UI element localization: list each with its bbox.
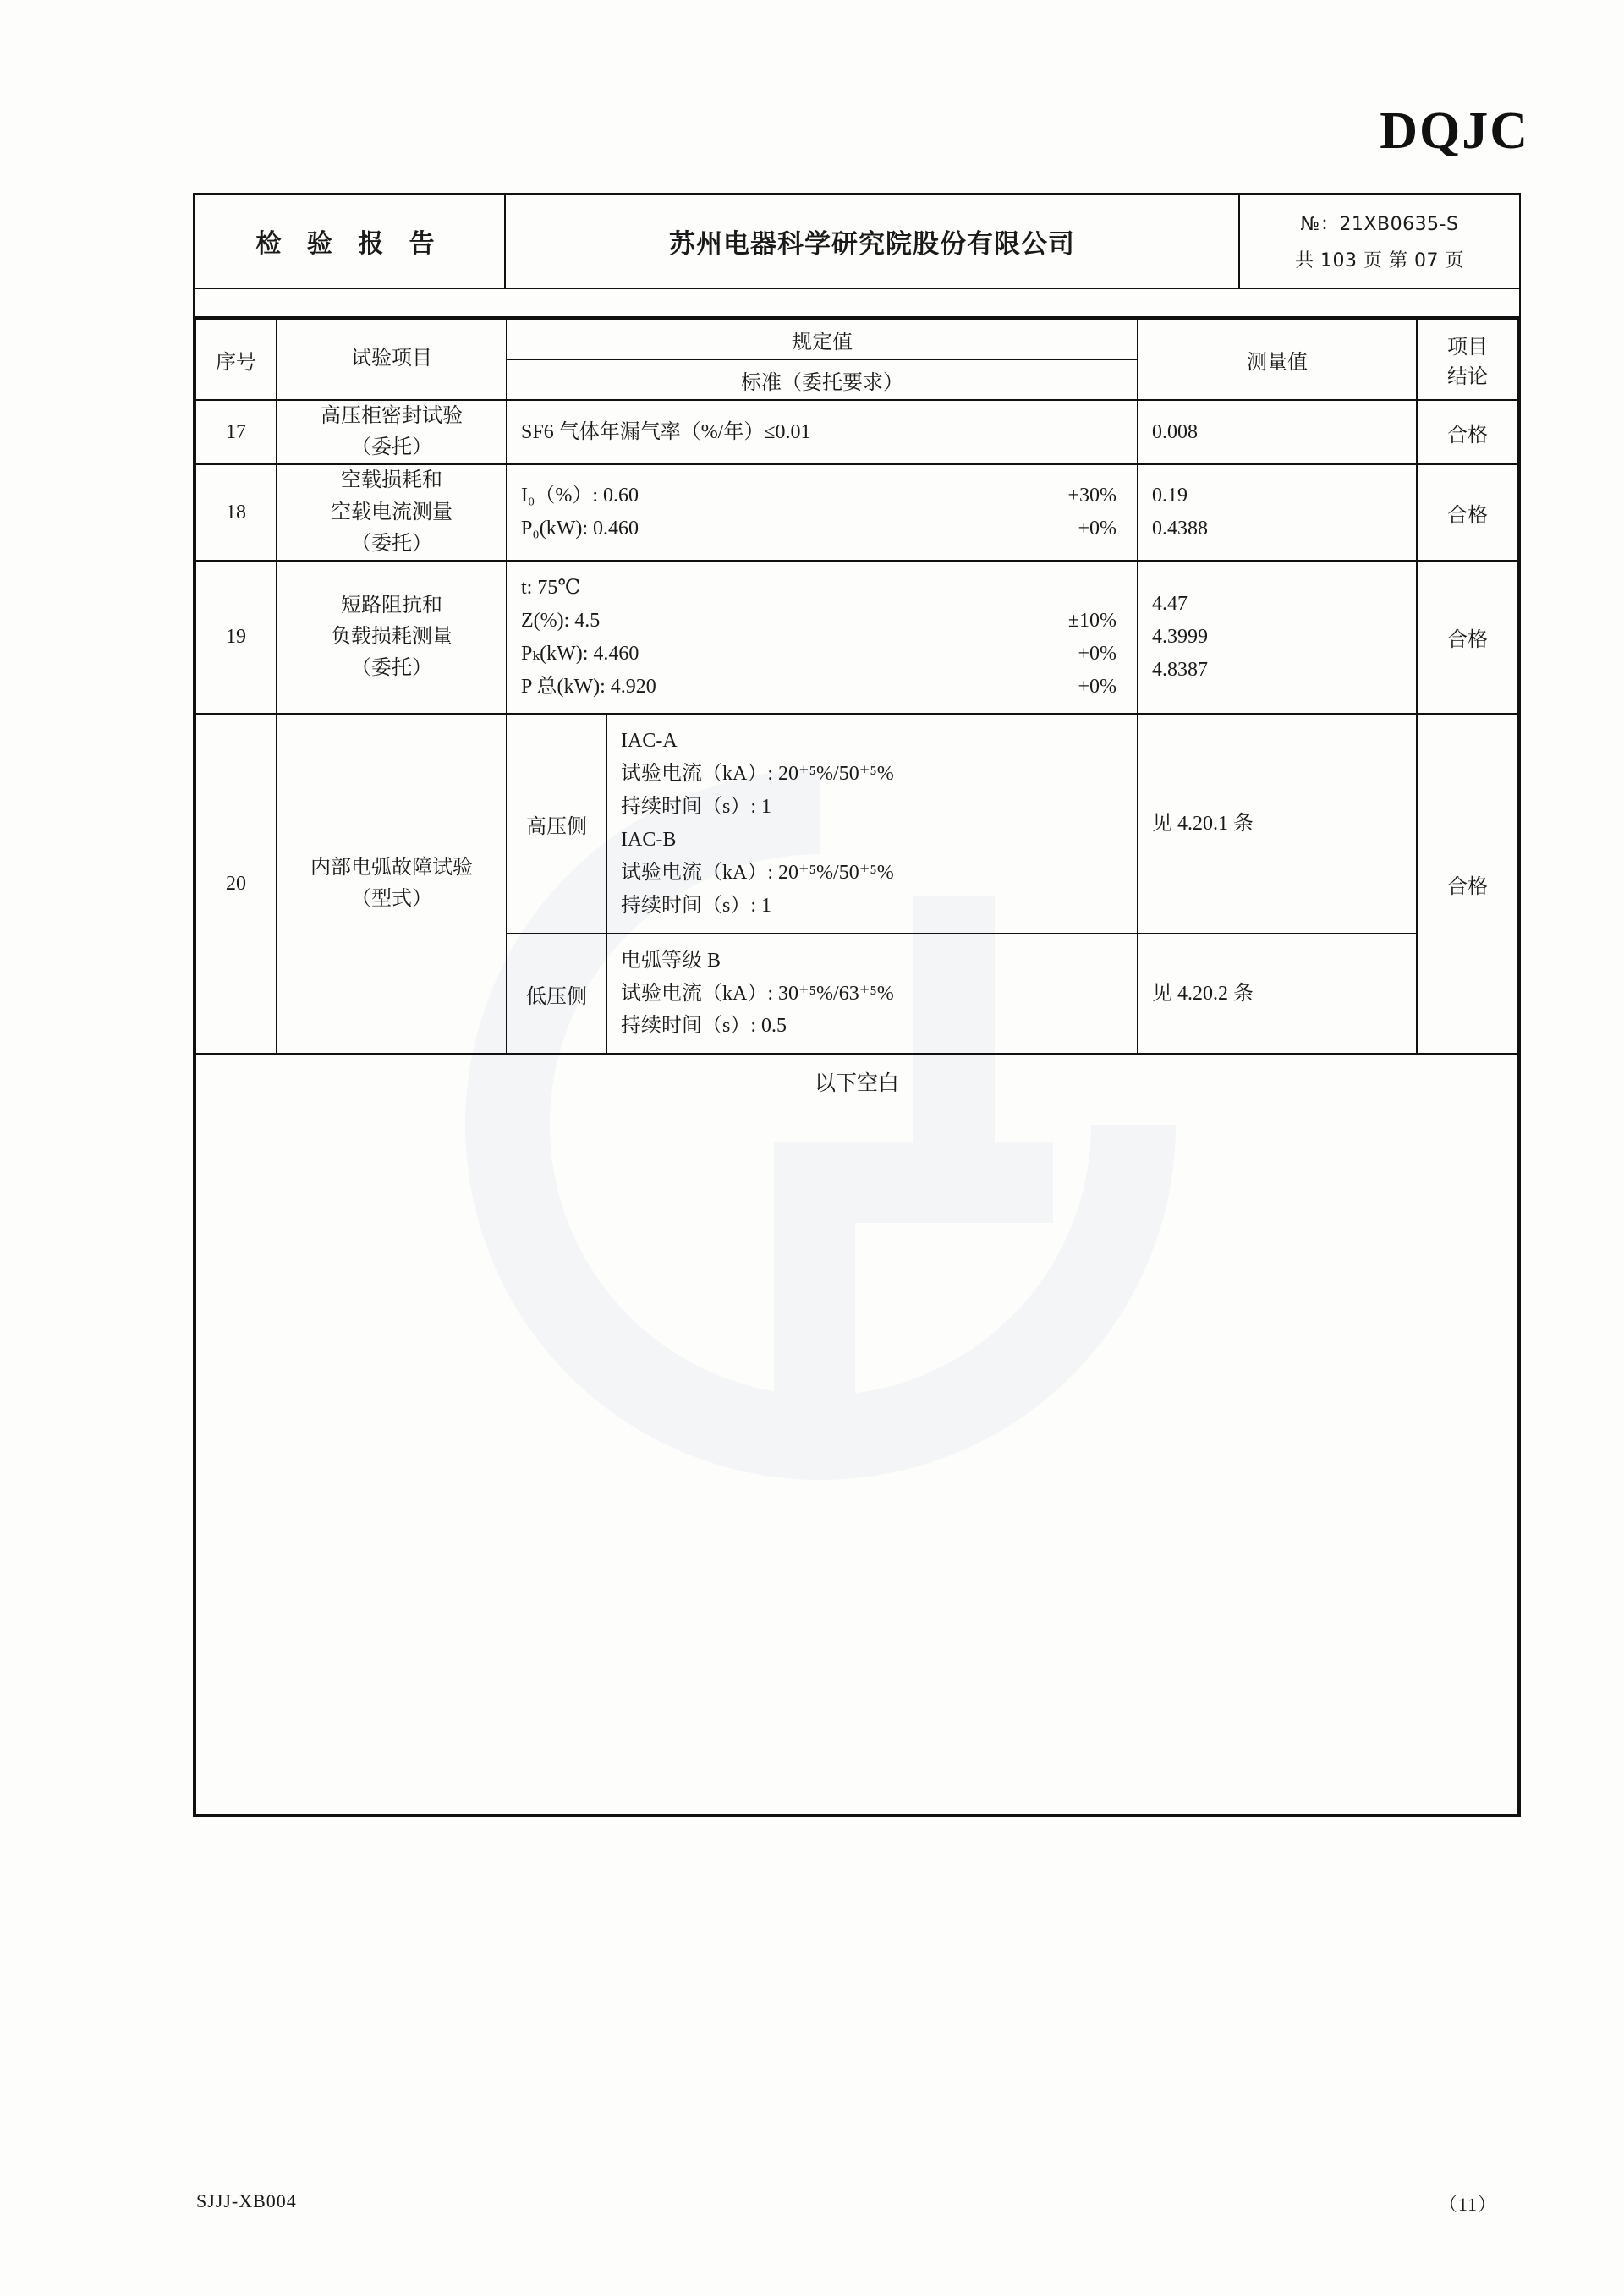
row-measured-line: 0.19 [1152, 485, 1188, 507]
header-spacer [195, 289, 1519, 318]
report-frame [193, 193, 1521, 1817]
table-row [195, 400, 1518, 464]
row-seq: 17 [195, 400, 277, 464]
row-measured [1138, 464, 1417, 561]
row-spec [507, 464, 1138, 561]
row-spec-tolerance: ±10% [1067, 609, 1116, 632]
row-spec-line: I₀（%）: 0.60 [521, 485, 639, 507]
row-item [277, 561, 507, 715]
row-spec [507, 561, 1138, 715]
subrow-spec-line: 持续时间（s）: 0.5 [621, 1015, 787, 1038]
brand-mark: DQJC [1380, 102, 1529, 160]
row-item-line: （委托） [351, 657, 432, 680]
row-item-line: 内部电弧故障试验 [310, 857, 473, 879]
organization-name: 苏州电器科学研究院股份有限公司 [506, 195, 1240, 288]
subrow-spec [606, 934, 1138, 1055]
subrow-spec-line: IAC-B [621, 829, 677, 852]
page-label: （11） [1438, 2194, 1497, 2215]
row-measured-line: 4.8387 [1152, 659, 1208, 682]
table-row [195, 714, 1518, 933]
subrow-spec-line: 试验电流（kA）: 20⁺⁵%/50⁺⁵% [621, 763, 894, 786]
row-result: 合格 [1417, 400, 1518, 464]
row-result: 合格 [1417, 464, 1518, 561]
page-count: 共 103 页 第 07 页 [1295, 250, 1464, 271]
subrow-measured-text: 见 4.20.2 条 [1152, 982, 1254, 1005]
table-header-row [195, 319, 1518, 359]
report-header [195, 195, 1519, 289]
results-table [195, 318, 1519, 1816]
row-measured [1138, 561, 1417, 715]
row-measured-line: 4.3999 [1152, 626, 1208, 649]
row-spec-line: Z(%): 4.5 [521, 609, 601, 632]
row-item-line: 高压柜密封试验 [321, 405, 463, 427]
table-row [195, 561, 1518, 715]
row-measured-line: 0.008 [1152, 420, 1198, 443]
row-item-line: （委托） [351, 436, 432, 459]
report-number: №：21XB0635-S [1300, 214, 1459, 235]
subrow-spec-line: 电弧等级 B [621, 949, 721, 972]
subrow-spec-line: 持续时间（s）: 1 [621, 796, 772, 819]
row-seq: 18 [195, 464, 277, 561]
blank-remainder-cell [195, 1054, 1518, 1815]
subrow-spec [606, 714, 1138, 933]
row-item-line: 短路阻抗和 [341, 594, 442, 616]
row-measured [1138, 400, 1417, 464]
blank-note: 以下空白 [814, 1072, 899, 1096]
col-header-spec-standard: 标准（委托要求） [507, 359, 1138, 400]
row-spec-line: P₀(kW): 0.460 [521, 518, 639, 540]
row-measured-line: 0.4388 [1152, 518, 1208, 540]
form-code: SJJJ-XB004 [196, 2190, 297, 2211]
row-seq: 19 [195, 561, 277, 715]
col-header-result-line2: 结论 [1447, 366, 1488, 388]
row-item-line: （委托） [351, 532, 432, 555]
subrow-measured [1138, 934, 1417, 1055]
report-number-block [1240, 195, 1519, 288]
col-header-spec: 规定值 [507, 319, 1138, 359]
blank-remainder-row [195, 1054, 1518, 1815]
subrow-spec-line: 试验电流（kA）: 20⁺⁵%/50⁺⁵% [621, 861, 894, 884]
report-title: 检 验 报 告 [195, 195, 506, 288]
row-spec-line: P 总(kW): 4.920 [521, 675, 656, 698]
table-row [195, 464, 1518, 561]
row-seq: 20 [195, 714, 277, 1054]
row-spec-tolerance: +0% [1078, 675, 1116, 698]
col-header-measured: 测量值 [1138, 319, 1417, 400]
col-header-result [1417, 319, 1518, 400]
row-spec-line: Pₖ(kW): 4.460 [521, 642, 639, 665]
col-header-result-line1: 项目 [1447, 337, 1488, 359]
col-header-item: 试验项目 [277, 319, 507, 400]
row-spec-tolerance: +30% [1067, 485, 1116, 507]
row-item-line: 空载电流测量 [331, 501, 453, 523]
row-spec-line: t: 75℃ [521, 576, 581, 599]
subrow-measured-text: 见 4.20.1 条 [1152, 812, 1254, 835]
subrow-spec-line: 试验电流（kA）: 30⁺⁵%/63⁺⁵% [621, 982, 894, 1005]
row-item [277, 400, 507, 464]
col-header-seq: 序号 [195, 319, 277, 400]
row-spec-tolerance: +0% [1078, 642, 1116, 665]
row-item-line: 负载损耗测量 [331, 626, 453, 649]
subrow-side-label: 低压侧 [507, 934, 606, 1055]
subrow-spec-line: 持续时间（s）: 1 [621, 894, 772, 917]
subrow-measured [1138, 714, 1417, 933]
row-result: 合格 [1417, 714, 1518, 1054]
row-item-line: （型式） [351, 888, 432, 911]
row-spec-tolerance: +0% [1078, 518, 1116, 540]
row-item [277, 464, 507, 561]
row-spec-line: SF6 气体年漏气率（%/年）≤0.01 [521, 420, 811, 443]
row-spec [507, 400, 1138, 464]
row-item [277, 714, 507, 1054]
subrow-side-label: 高压侧 [507, 714, 606, 933]
subrow-spec-line: IAC-A [621, 730, 678, 753]
row-result: 合格 [1417, 561, 1518, 715]
row-measured-line: 4.47 [1152, 593, 1188, 616]
row-item-line: 空载损耗和 [341, 469, 442, 492]
